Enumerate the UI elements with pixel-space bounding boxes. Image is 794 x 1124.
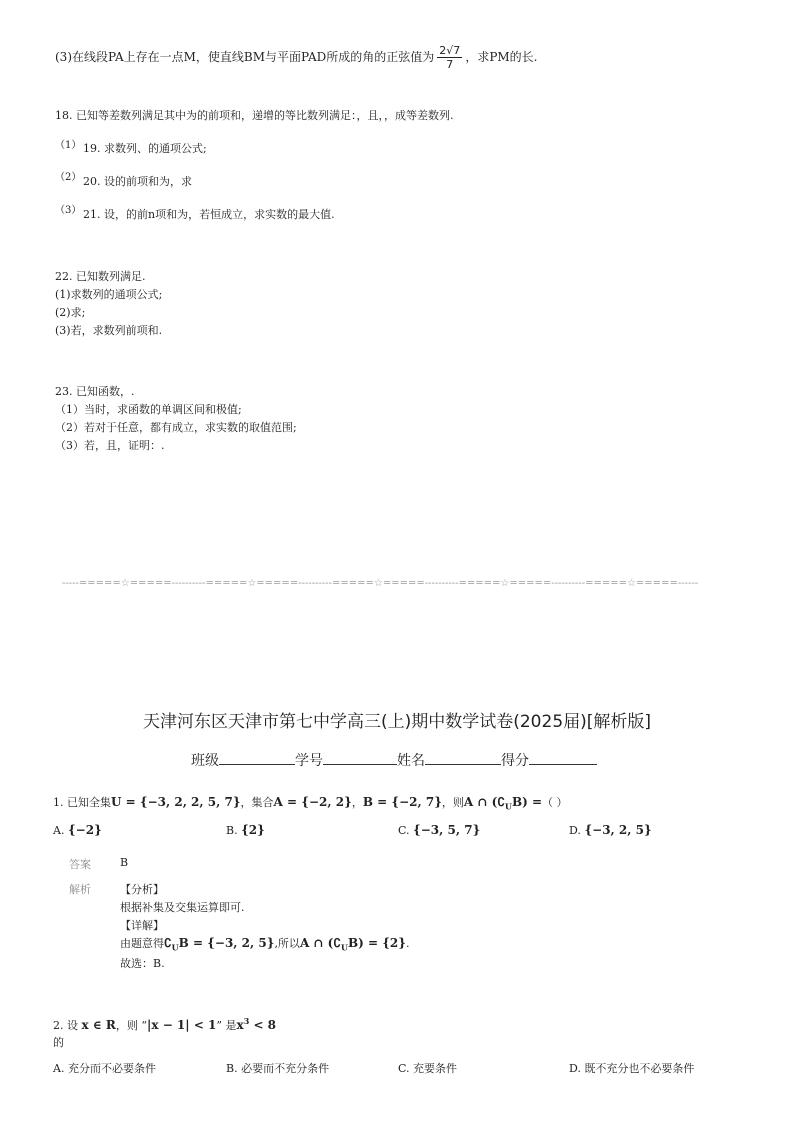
- q17-part3-suffix: ，求PM的长.: [465, 50, 538, 64]
- detail-part: .: [405, 937, 410, 950]
- detail-math-sub: U: [340, 942, 348, 953]
- set-B: B = {−2, 7}: [362, 795, 442, 809]
- student-info-line: [191, 750, 597, 770]
- q2-option-c[interactable]: [398, 1060, 457, 1076]
- expr-part: B) =: [511, 795, 543, 809]
- q1-option-b[interactable]: [226, 823, 265, 837]
- detail-text: [120, 935, 409, 952]
- q23-line: 23. 已知函数，.: [55, 385, 135, 398]
- detail-math: [164, 936, 275, 953]
- q2-text: ，则 “: [115, 1019, 147, 1032]
- conclusion: 故选：B.: [120, 957, 165, 970]
- detail-math-part: B) = {2}: [347, 936, 406, 950]
- detail-math-sub: U: [171, 942, 179, 953]
- section-divider: -----=====☆=====----------=====☆=====----------=====☆=====----------=====☆=====----------=====☆=====------: [62, 578, 699, 589]
- option-value: 充分而不必要条件: [67, 1062, 156, 1075]
- q1-expression: [463, 795, 543, 812]
- q1-option-d[interactable]: [569, 823, 652, 837]
- q2-math: x ∈ R: [81, 1018, 116, 1032]
- option-label: C.: [398, 824, 410, 837]
- analysis-heading: 【分析】: [120, 883, 164, 896]
- q18-part2-label: （2）: [55, 172, 82, 183]
- name-label: 姓名: [397, 753, 425, 769]
- q1-text: 已知全集: [67, 796, 111, 809]
- q1-text: ，则: [441, 796, 464, 809]
- answer-label: 答案: [69, 858, 91, 871]
- q2-number: 2.: [53, 1019, 64, 1032]
- detail-math: [299, 936, 406, 953]
- set-U: U = {−3, 2, 2, 5, 7}: [111, 795, 241, 809]
- number-blank[interactable]: [323, 750, 397, 765]
- q2-math-sup: 3: [243, 1016, 250, 1026]
- q22-line: 22. 已知数列满足.: [55, 270, 146, 283]
- q2-math-part: < 8: [249, 1018, 277, 1032]
- q18-part2-text: 20. 设的前项和为，求: [83, 175, 192, 188]
- option-label: D.: [569, 1062, 581, 1075]
- q22-line: (3)若，求数列前项和.: [55, 324, 163, 337]
- expr-sub: U: [504, 801, 512, 812]
- q2-stem: [53, 1016, 276, 1033]
- option-value: 充要条件: [413, 1062, 458, 1075]
- q18-part3-label: （3）: [55, 205, 82, 216]
- q2-math: [237, 1018, 277, 1032]
- name-blank[interactable]: [425, 750, 501, 765]
- q1-text: ，集合: [240, 796, 274, 809]
- page-title: 天津河东区天津市第七中学高三(上)期中数学试卷(2025届)[解析版]: [142, 712, 652, 732]
- class-blank[interactable]: [219, 750, 295, 765]
- detail-math-part: ∁: [164, 936, 172, 950]
- q18-part3-text: 21. 设，的前n项和为，若恒成立，求实数的最大值.: [83, 208, 335, 221]
- number-label: 学号: [295, 753, 323, 769]
- q18-part1-text: 19. 求数列、的通项公式;: [83, 142, 207, 155]
- q2-line2: 的: [53, 1036, 64, 1049]
- set-A: A = {−2, 2}: [273, 795, 352, 809]
- q23-line: （3）若，且，证明：.: [55, 439, 165, 452]
- q18-stem: 18. 已知等差数列满足其中为的前项和，递增的等比数列满足：，且，，成等差数列.: [55, 109, 454, 122]
- q23-line: （2）若对于任意，都有成立，求实数的取值范围;: [55, 421, 297, 434]
- analysis-text: 根据补集及交集运算即可.: [120, 901, 245, 914]
- q2-math: |x − 1| < 1: [147, 1018, 217, 1032]
- q2-math-part: x: [236, 1018, 244, 1032]
- q2-text: ” 是: [216, 1019, 237, 1032]
- answer-value: B: [120, 856, 129, 869]
- expr-part: A ∩ (∁: [463, 795, 505, 809]
- q2-option-a[interactable]: [53, 1060, 156, 1076]
- q2-option-d[interactable]: [569, 1060, 694, 1076]
- answer-paren: （ ）: [542, 796, 568, 809]
- q2-text: 设: [67, 1019, 78, 1032]
- detail-heading: 【详解】: [120, 919, 164, 932]
- q2-option-b[interactable]: [226, 1060, 329, 1076]
- option-label: C.: [398, 1062, 410, 1075]
- score-blank[interactable]: [529, 750, 597, 765]
- q1-number: 1.: [53, 796, 64, 809]
- detail-part: ,所以: [274, 937, 300, 950]
- detail-math-part: A ∩ (∁: [299, 936, 341, 950]
- q17-part3: [55, 44, 538, 71]
- q22-line: (1)求数列的通项公式;: [55, 288, 163, 301]
- option-label: B.: [226, 1062, 238, 1075]
- q23-line: （1）当时，求函数的单调区间和极值;: [55, 403, 242, 416]
- q18-part1-label: （1）: [55, 140, 82, 151]
- class-label: 班级: [191, 753, 219, 769]
- q17-part3-prefix: (3)在线段PA上存在一点M，使直线BM与平面PAD所成的角的正弦值为: [55, 50, 435, 64]
- option-label: A.: [53, 824, 65, 837]
- option-label: A.: [53, 1062, 65, 1075]
- detail-math-part: B = {−3, 2, 5}: [178, 936, 275, 950]
- q1-option-c[interactable]: [398, 823, 480, 837]
- q1-option-a[interactable]: [53, 823, 102, 837]
- q1-stem: [53, 794, 568, 811]
- option-value: 既不充分也不必要条件: [584, 1062, 695, 1075]
- fraction: [437, 44, 462, 71]
- option-label: B.: [226, 824, 238, 837]
- option-value: {2}: [241, 823, 265, 837]
- option-label: D.: [569, 824, 581, 837]
- option-value: {−3, 5, 7}: [413, 823, 481, 837]
- q22-line: (2)求;: [55, 306, 86, 319]
- analysis-label: 解析: [69, 883, 91, 896]
- score-label: 得分: [501, 753, 529, 769]
- option-value: 必要而不充分条件: [241, 1062, 330, 1075]
- fraction-denominator: 7: [446, 58, 454, 71]
- fraction-numerator: 2√7: [439, 44, 461, 57]
- detail-part: 由题意得: [120, 937, 164, 950]
- option-value: {−2}: [67, 823, 102, 837]
- option-value: {−3, 2, 5}: [584, 823, 652, 837]
- q1-text: ，: [351, 796, 363, 809]
